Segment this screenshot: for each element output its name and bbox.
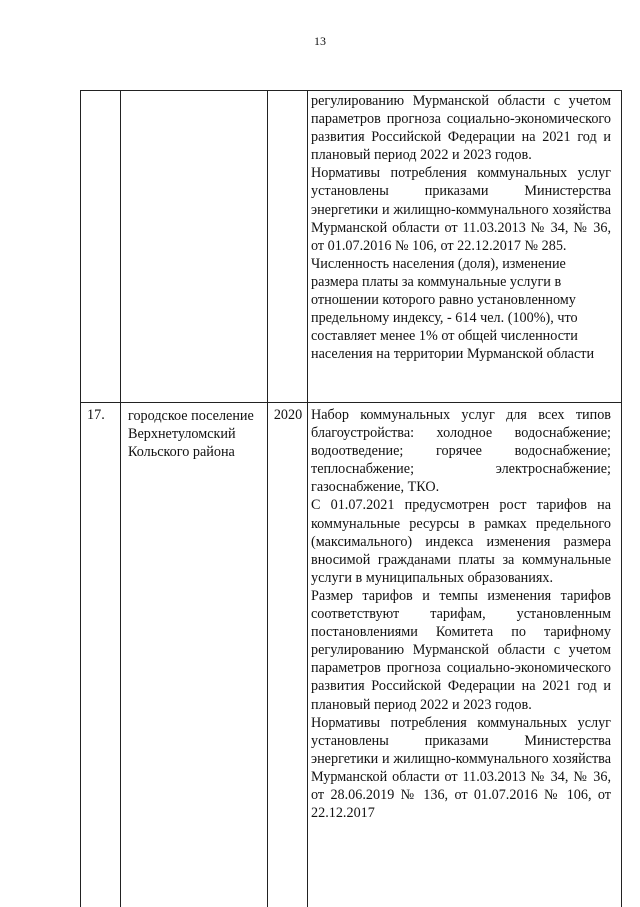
paragraph: регулированию Мурманской области с учетом параметров прогноза социально-экономического развития Российской Федерации на 2021 год и плановый период 2022 и 2023 годов. xyxy=(311,93,611,164)
paragraph: Размер тарифов и темпы изменения тарифов соответствуют тарифам, установленным постановлениями Комитета по тарифному регулированию Мурманской области с учетом параметров прогноза социально-экономического развития Российской Федерации на 2021 год и плановый период 2022 и 2023 годов. xyxy=(311,587,611,713)
row-year: 2020 xyxy=(273,407,303,423)
document-table xyxy=(80,90,622,907)
column-divider xyxy=(307,91,308,907)
table-row-1-description xyxy=(311,92,611,402)
page-number: 13 xyxy=(314,34,326,48)
paragraph: Нормативы потребления коммунальных услуг установлены приказами Министерства энергетики и жилищно-коммунального хозяйства Мурманской области от 11.03.2013 № 34, № 36, от 28.06.2019 № 136, от 01.07.2016 № 106, от 22.12.2017 xyxy=(311,714,611,822)
municipality-name: городское поселение Верхнетуломский Кольского района xyxy=(128,408,254,461)
paragraph: Набор коммунальных услуг для всех типов благоустройства: холодное водоснабжение; водоотведение; горячее водоснабжение; теплоснабжение; электроснабжение; газоснабжение, ТКО. xyxy=(311,407,611,496)
paragraph: Численность населения (доля), изменение размера платы за коммунальные услуги в отношении которого равно установленному предельному индексу, - 614 чел. (100%), что составляет менее 1% от общей численности населения на территории Мурманской области xyxy=(311,255,595,363)
table-row-2-description xyxy=(311,406,611,902)
row-number: 17. xyxy=(87,407,105,423)
row-divider xyxy=(81,402,621,403)
column-divider xyxy=(267,91,268,907)
column-divider xyxy=(120,91,121,907)
paragraph: Нормативы потребления коммунальных услуг установлены приказами Министерства энергетики и жилищно-коммунального хозяйства Мурманской области от 11.03.2013 № 34, № 36, от 01.07.2016 № 106, от 22.12.2017 № 285. xyxy=(311,165,611,254)
paragraph: С 01.07.2021 предусмотрен рост тарифов на коммунальные ресурсы в рамках предельного (максимального) индекса изменения размера вносимой гражданами платы за коммунальные услуги в муниципальных образованиях. xyxy=(311,497,611,586)
